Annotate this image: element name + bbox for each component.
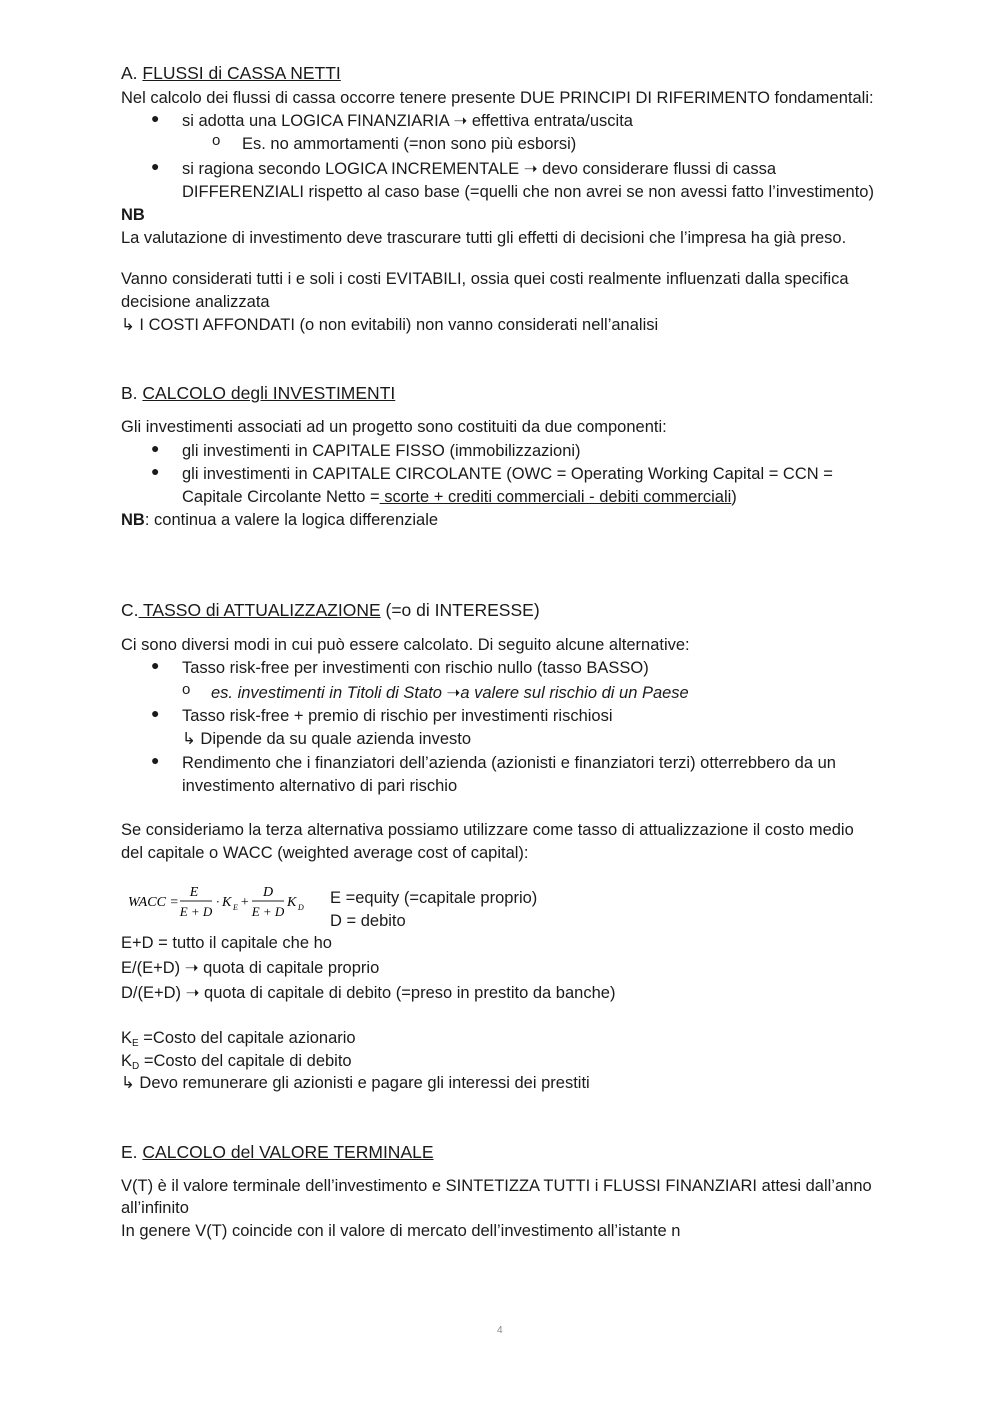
paragraph: decisione analizzata: [121, 293, 270, 311]
bullet-icon: ●: [151, 158, 160, 174]
bullet-item: Tasso risk-free + premio di rischio per investimenti rischiosi: [182, 707, 613, 725]
section-title: TASSO di ATTUALIZZAZIONE: [138, 600, 381, 620]
formula-numerator: E: [189, 885, 199, 900]
section-c-heading: [121, 599, 540, 621]
section-letter: E.: [121, 1142, 143, 1162]
bullet-item: Tasso risk-free per investimenti con rischio nullo (tasso BASSO): [182, 659, 649, 677]
symbol-k: K: [121, 1029, 133, 1047]
paragraph: D/(E+D) ➝ quota di capitale di debito (=preso in prestito da banche): [121, 984, 616, 1002]
bullet-icon: ●: [151, 440, 160, 456]
section-title-suffix: (=o di INTERESSE): [380, 600, 540, 620]
formula-k-subscript: D: [298, 903, 304, 912]
paragraph: V(T) è il valore terminale dell’investimento e SINTETIZZA TUTTI i FLUSSI FINANZIARI attesi dall’anno: [121, 1177, 872, 1195]
bullet-icon: ●: [151, 110, 160, 126]
bullet-item-note: ↳ Dipende da su quale azienda investo: [182, 730, 472, 748]
circle-bullet-icon: o: [182, 681, 191, 698]
formula-legend: E =equity (=capitale proprio): [330, 889, 538, 907]
section-a-heading: [121, 62, 341, 84]
bullet-item-continuation: investimento alternativo di pari rischio: [182, 777, 458, 795]
paragraph: ↳ Devo remunerare gli azionisti e pagare gli interessi dei prestiti: [121, 1074, 590, 1092]
formula-k: K: [222, 895, 232, 910]
paragraph: ↳ I COSTI AFFONDATI (o non evitabili) non vanno considerati nell’analisi: [121, 316, 659, 334]
paragraph: Gli investimenti associati ad un progetto sono costituiti da due componenti:: [121, 418, 667, 436]
paragraph: Se consideriamo la terza alternativa possiamo utilizzare come tasso di attualizzazione il costo medio: [121, 821, 854, 839]
formula-numerator: D: [262, 885, 274, 900]
text-segment: ): [731, 488, 737, 506]
symbol-subscript: D: [132, 1061, 140, 1072]
nb-label: NB: [121, 511, 145, 529]
wacc-formula: [126, 878, 326, 926]
bullet-item: si ragiona secondo LOGICA INCREMENTALE ➝ devo considerare flussi di cassa: [182, 160, 777, 178]
formula-denominator: E + D: [179, 904, 213, 919]
bullet-icon: ●: [151, 752, 160, 768]
section-letter: B.: [121, 383, 143, 403]
definition-text: =Costo del capitale di debito: [139, 1052, 352, 1070]
definition-ke: [121, 1027, 356, 1052]
formula-dot: ·: [216, 894, 220, 909]
formula-k-subscript: E: [233, 903, 238, 912]
paragraph: E+D = tutto il capitale che ho: [121, 934, 332, 952]
formula-k: K: [287, 895, 297, 910]
nb-line: [121, 509, 438, 531]
bullet-item: gli investimenti in CAPITALE FISSO (immobilizzazioni): [182, 442, 581, 460]
symbol-k: K: [121, 1052, 133, 1070]
paragraph: Ci sono diversi modi in cui può essere calcolato. Di seguito alcune alternative:: [121, 636, 690, 654]
formula-denominator: E + D: [251, 904, 285, 919]
definition-text: =Costo del capitale azionario: [138, 1029, 356, 1047]
section-title: CALCOLO degli INVESTIMENTI: [142, 383, 396, 403]
bullet-icon: ●: [151, 705, 160, 721]
underlined-formula-text: scorte + crediti commerciali - debiti commerciali: [379, 488, 732, 506]
bullet-item: gli investimenti in CAPITALE CIRCOLANTE (OWC = Operating Working Capital = CCN =: [182, 465, 833, 483]
page-number: 4: [497, 1325, 503, 1336]
section-title: FLUSSI di CASSA NETTI: [142, 63, 341, 83]
nb-label: NB: [121, 206, 145, 224]
section-b-heading: [121, 382, 395, 404]
circle-bullet-icon: o: [212, 132, 221, 149]
formula-plus: +: [240, 895, 250, 910]
section-e-heading: [121, 1141, 434, 1163]
text-segment: Capitale Circolante Netto =: [182, 488, 380, 506]
sub-bullet-item: es. investimenti in Titoli di Stato ➝a valere sul rischio di un Paese: [211, 684, 689, 702]
bullet-icon: ●: [151, 657, 160, 673]
bullet-icon: ●: [151, 463, 160, 479]
bullet-item: si adotta una LOGICA FINANZIARIA ➝ effettiva entrata/uscita: [182, 112, 633, 130]
paragraph: Vanno considerati tutti i e soli i costi EVITABILI, ossia quei costi realmente influenzati dalla specifica: [121, 270, 849, 288]
symbol-subscript: E: [132, 1038, 139, 1049]
bullet-item-continuation: DIFFERENZIALI rispetto al caso base (=quelli che non avrei se non avessi fatto l’investimento): [182, 183, 874, 201]
paragraph: In genere V(T) coincide con il valore di mercato dell’investimento all’istante n: [121, 1222, 681, 1240]
sub-bullet-item: Es. no ammortamenti (=non sono più esborsi): [242, 135, 577, 153]
paragraph: La valutazione di investimento deve trascurare tutti gli effetti di decisioni che l’impresa ha già preso.: [121, 229, 847, 247]
section-letter: C.: [121, 600, 139, 620]
nb-text: : continua a valere la logica differenziale: [144, 511, 439, 529]
paragraph: E/(E+D) ➝ quota di capitale proprio: [121, 959, 380, 977]
formula-legend: D = debito: [330, 912, 406, 930]
formula-lhs: WACC =: [128, 895, 179, 910]
paragraph: Nel calcolo dei flussi di cassa occorre tenere presente DUE PRINCIPI DI RIFERIMENTO fondamentali:: [121, 89, 874, 107]
section-letter: A.: [121, 63, 143, 83]
paragraph: del capitale o WACC (weighted average cost of capital):: [121, 844, 529, 862]
paragraph: all’infinito: [121, 1199, 189, 1217]
bullet-item: Rendimento che i finanziatori dell’azienda (azionisti e finanziatori terzi) otterrebbero da un: [182, 754, 836, 772]
section-title: CALCOLO del VALORE TERMINALE: [142, 1142, 434, 1162]
bullet-item-continuation: [182, 486, 737, 508]
